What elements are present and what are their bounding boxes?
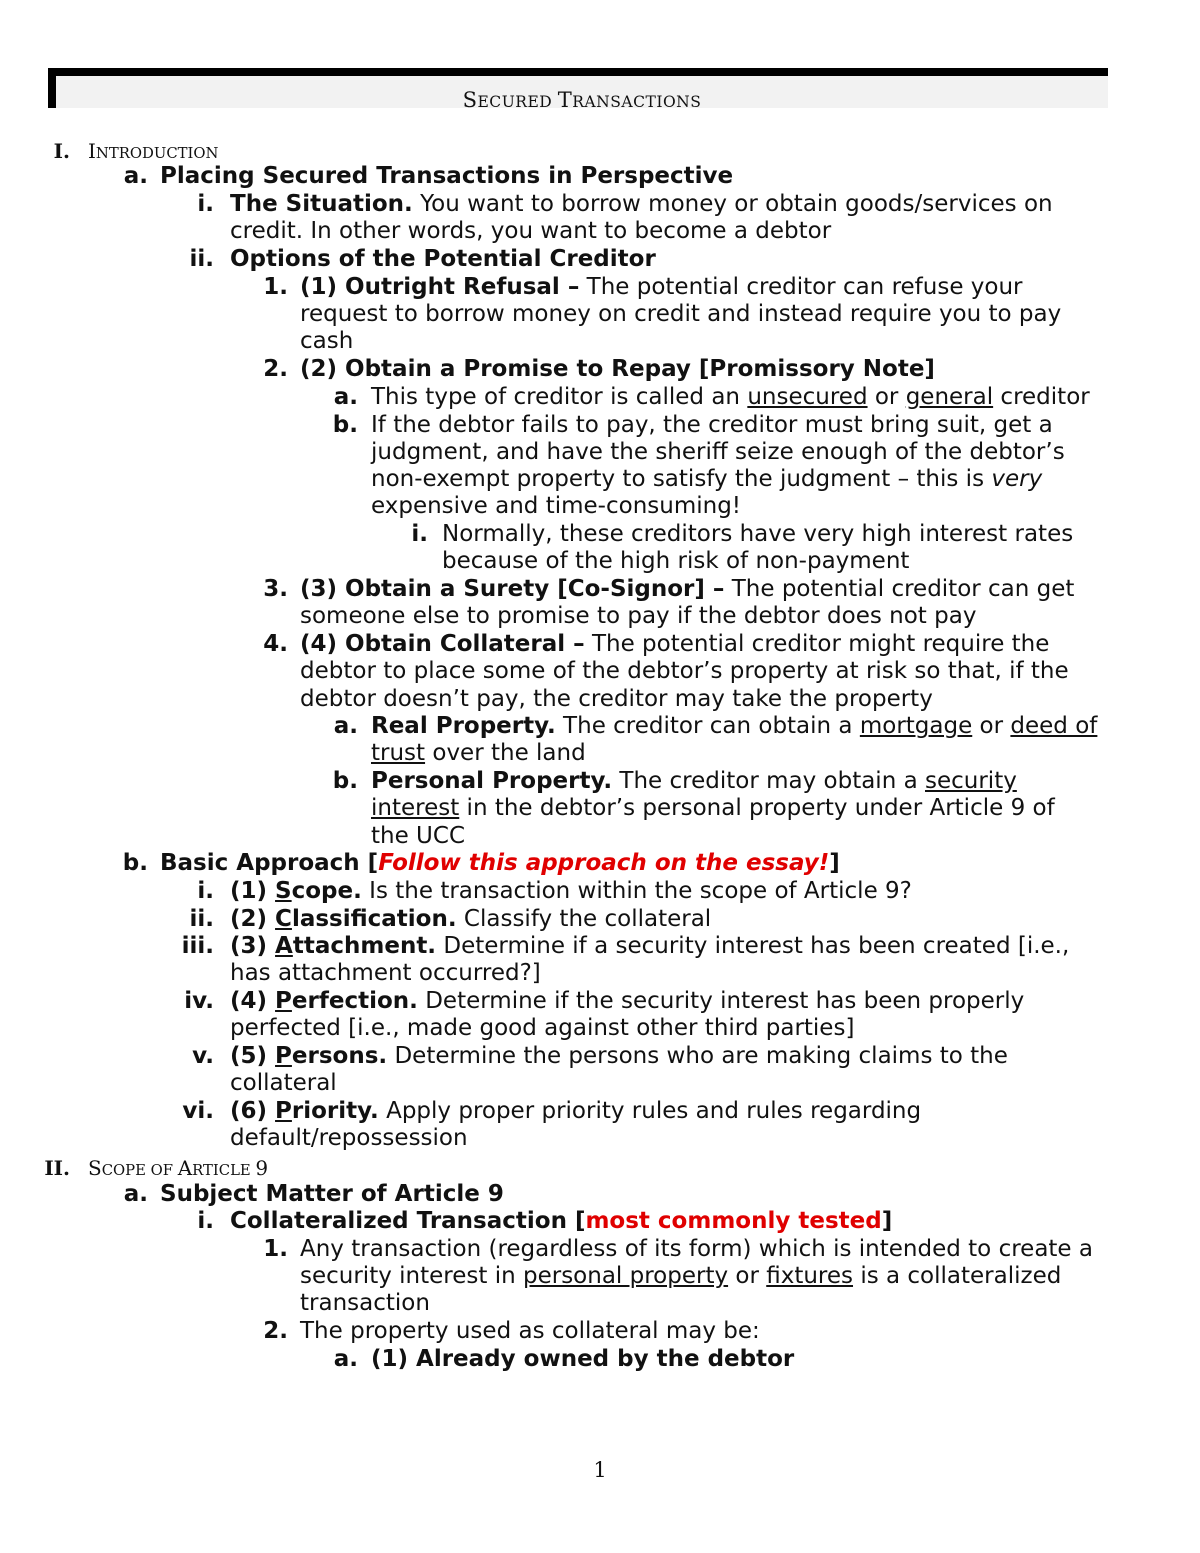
outline-marker: 1. [263,1236,288,1262]
outline-marker: 4. [263,631,288,657]
text-run: (4) [230,988,276,1014]
outline-line [300,328,353,355]
text-run: debtor to place some of the debtor’s property at risk so that, if the [300,658,1069,684]
text-run: You want to borrow money or obtain goods/services on [412,191,1053,217]
outline-line [160,163,733,190]
text-run: Any transaction (regardless of its form) which is intended to create a [300,1236,1093,1262]
outline-line [371,466,1042,493]
text-run: NTRODUCTION [95,145,219,162]
outline-marker: a. [123,163,148,189]
text-run: S [275,878,292,904]
text-run: the UCC [371,823,466,849]
outline-marker: 3. [263,576,288,602]
text-run: (4) Obtain Collateral – [300,631,585,657]
text-run: credit. In other words, you want to become a debtor [230,218,832,244]
text-run: personal property [522,1263,729,1289]
text-run: deed of [1010,713,1098,739]
text-run: cash [300,328,354,354]
text-run: ersons. [291,1043,388,1069]
text-run: default/repossession [230,1125,468,1151]
text-run: COPE OF [101,1162,178,1179]
outline-marker: b. [332,768,358,794]
outline-line [230,878,912,905]
outline-marker: a. [333,713,358,739]
document-title: SECURED TRANSACTIONS [462,88,702,112]
outline-line [371,493,741,520]
outline-line [230,1043,1008,1070]
outline-line [300,274,1023,301]
outline-marker: a. [333,384,358,410]
text-run: in the debtor’s personal property under Article 9 of [459,795,1055,821]
outline-line [300,603,976,630]
outline-marker: 1. [263,274,288,300]
text-run: Normally, these creditors have very high interest rates [442,521,1074,547]
outline-line [442,548,909,575]
text-run: fixtures [766,1263,854,1289]
text-run: or [728,1263,767,1289]
text-run: The potential creditor might require the [584,631,1050,657]
outline-line [371,713,1097,740]
text-run: lassification. [291,906,457,932]
outline-line [371,1346,794,1373]
text-run: Classify the collateral [456,906,712,932]
outline-marker: 2. [263,1318,288,1344]
text-run: or [867,384,906,410]
text-run: Real Property. [371,713,556,739]
outline-line [230,218,831,245]
outline-marker: vi. [182,1098,214,1124]
outline-marker: i. [411,521,428,547]
outline-line [230,246,656,273]
text-run: (5) [230,1043,276,1069]
text-run: The creditor may obtain a [612,768,925,794]
text-run: someone else to promise to pay if the debtor does not pay [300,603,977,629]
text-run: transaction [300,1290,430,1316]
text-run: Follow this approach on the essay! [378,850,830,876]
outline-line [300,576,1074,603]
text-run: Determine if the security interest has been properly [417,988,1025,1014]
outline-line [442,521,1073,548]
text-run: Placing Secured Transactions in Perspective [160,163,734,189]
text-run: This type of creditor is called an [371,384,748,410]
text-run: Apply proper priority rules and rules regarding [378,1098,922,1124]
text-run: The creditor can obtain a [555,713,860,739]
outline-line [230,1098,921,1125]
text-run: (1) [230,878,276,904]
text-run: P [275,1098,292,1124]
text-run: is a collateralized [853,1263,1062,1289]
text-run: trust [371,740,426,766]
outline-marker: a. [333,1346,358,1372]
text-run: debtor doesn’t pay, the creditor may take the property [300,686,933,712]
text-run: request to borrow money on credit and instead require you to pay [300,301,1062,327]
text-run: (6) [230,1098,276,1124]
outline-marker: 2. [263,356,288,382]
text-run: The potential creditor can get [724,576,1075,602]
outline-line [300,686,933,713]
text-run: non-exempt property to satisfy the judgment – this is [371,466,992,492]
outline-line [300,356,935,383]
text-run: (2) Obtain a Promise to Repay [Promissory Note] [300,356,935,382]
text-run: ttachment. [292,933,437,959]
text-run: (3) [230,933,276,959]
outline-line [300,1263,1061,1290]
outline-marker: ii. [189,906,214,932]
outline-marker: b. [122,850,148,876]
text-run: P [275,1043,292,1069]
outline-line [230,1015,854,1042]
outline-marker: i. [197,1208,214,1234]
outline-line [160,850,840,877]
text-run: S [88,1156,102,1180]
outline-line [371,412,1053,439]
text-run: Is the transaction within the scope of Article 9? [361,878,912,904]
outline-line [371,384,1090,411]
text-run: The potential creditor can refuse your [579,274,1023,300]
outline-line [230,1208,892,1235]
outline-line [230,1070,337,1097]
text-run: Basic Approach [ [160,850,379,876]
outline-line [300,1318,760,1345]
outline-marker: I. [53,139,70,163]
outline-marker: i. [197,191,214,217]
text-run: (1) Outright Refusal – [300,274,580,300]
text-run: riority. [291,1098,379,1124]
text-run: over the land [425,740,586,766]
document-header-bar [48,68,1108,112]
text-run: (1) Already owned by the debtor [371,1346,795,1372]
text-run: ] [829,850,840,876]
text-run: creditor [993,384,1090,410]
text-run: I [88,139,96,163]
outline-line [300,301,1061,328]
text-run: Subject Matter of Article 9 [160,1181,504,1207]
page-number: 1 [593,1458,607,1482]
outline-marker: b. [332,412,358,438]
outline-line [371,740,586,767]
text-run: perfected [i.e., made good against other third parties] [230,1015,855,1041]
outline-line [230,988,1024,1015]
text-run: cope. [291,878,362,904]
outline-line [300,658,1069,685]
outline-line [371,439,1065,466]
text-run: collateral [230,1070,337,1096]
outline-marker: i. [197,878,214,904]
text-run: 9 [255,1156,269,1180]
text-run: A [275,933,293,959]
text-run: Collateralized Transaction [ [230,1208,586,1234]
text-run: Determine the persons who are making claims to the [387,1043,1008,1069]
text-run: ] [881,1208,893,1234]
text-run: security interest in [300,1263,523,1289]
outline-line [300,631,1049,658]
outline-marker: ii. [189,246,214,272]
outline-line [160,1181,504,1208]
text-run: unsecured [747,384,868,410]
text-run: C [275,906,292,932]
text-run: (3) Obtain a Surety [Co-Signor] – [300,576,725,602]
outline-line [230,1125,468,1152]
outline-marker: a. [123,1181,148,1207]
outline-line [230,191,1053,218]
text-run: or [972,713,1011,739]
outline-line [371,768,1017,795]
outline-marker: II. [44,1156,70,1180]
text-run: mortgage [859,713,973,739]
text-run: expensive and time-consuming! [371,493,742,519]
text-run: judgment, and have the sheriff seize enough of the debtor’s [371,439,1065,465]
text-run: RTICLE [192,1162,256,1179]
text-run: The property used as collateral may be: [300,1318,760,1344]
text-run: general [905,384,994,410]
text-run: (2) [230,906,276,932]
outline-line [88,1155,268,1184]
text-run: because of the high risk of non-payment [442,548,910,574]
text-run: The Situation. [230,191,413,217]
outline-line [230,933,1069,960]
text-run: Determine if a security interest has been created [i.e., [436,933,1070,959]
outline-line [300,1290,430,1317]
outline-line [230,906,711,933]
text-run: A [177,1156,193,1180]
outline-line [300,1236,1093,1263]
text-run: most commonly tested [585,1208,882,1234]
text-run: Personal Property. [371,768,613,794]
outline-line [371,795,1055,822]
text-run: has attachment occurred?] [230,960,541,986]
outline-marker: iii. [181,933,214,959]
outline-marker: iv. [184,988,214,1014]
outline-marker: v. [192,1043,214,1069]
outline-line [230,960,541,987]
text-run: interest [371,795,460,821]
text-run: security [925,768,1017,794]
text-run: very [991,466,1043,492]
outline-line [371,823,465,850]
text-run: Options of the Potential Creditor [230,246,656,272]
text-run: erfection. [291,988,418,1014]
text-run: P [275,988,292,1014]
text-run: If the debtor fails to pay, the creditor must bring suit, get a [371,412,1053,438]
